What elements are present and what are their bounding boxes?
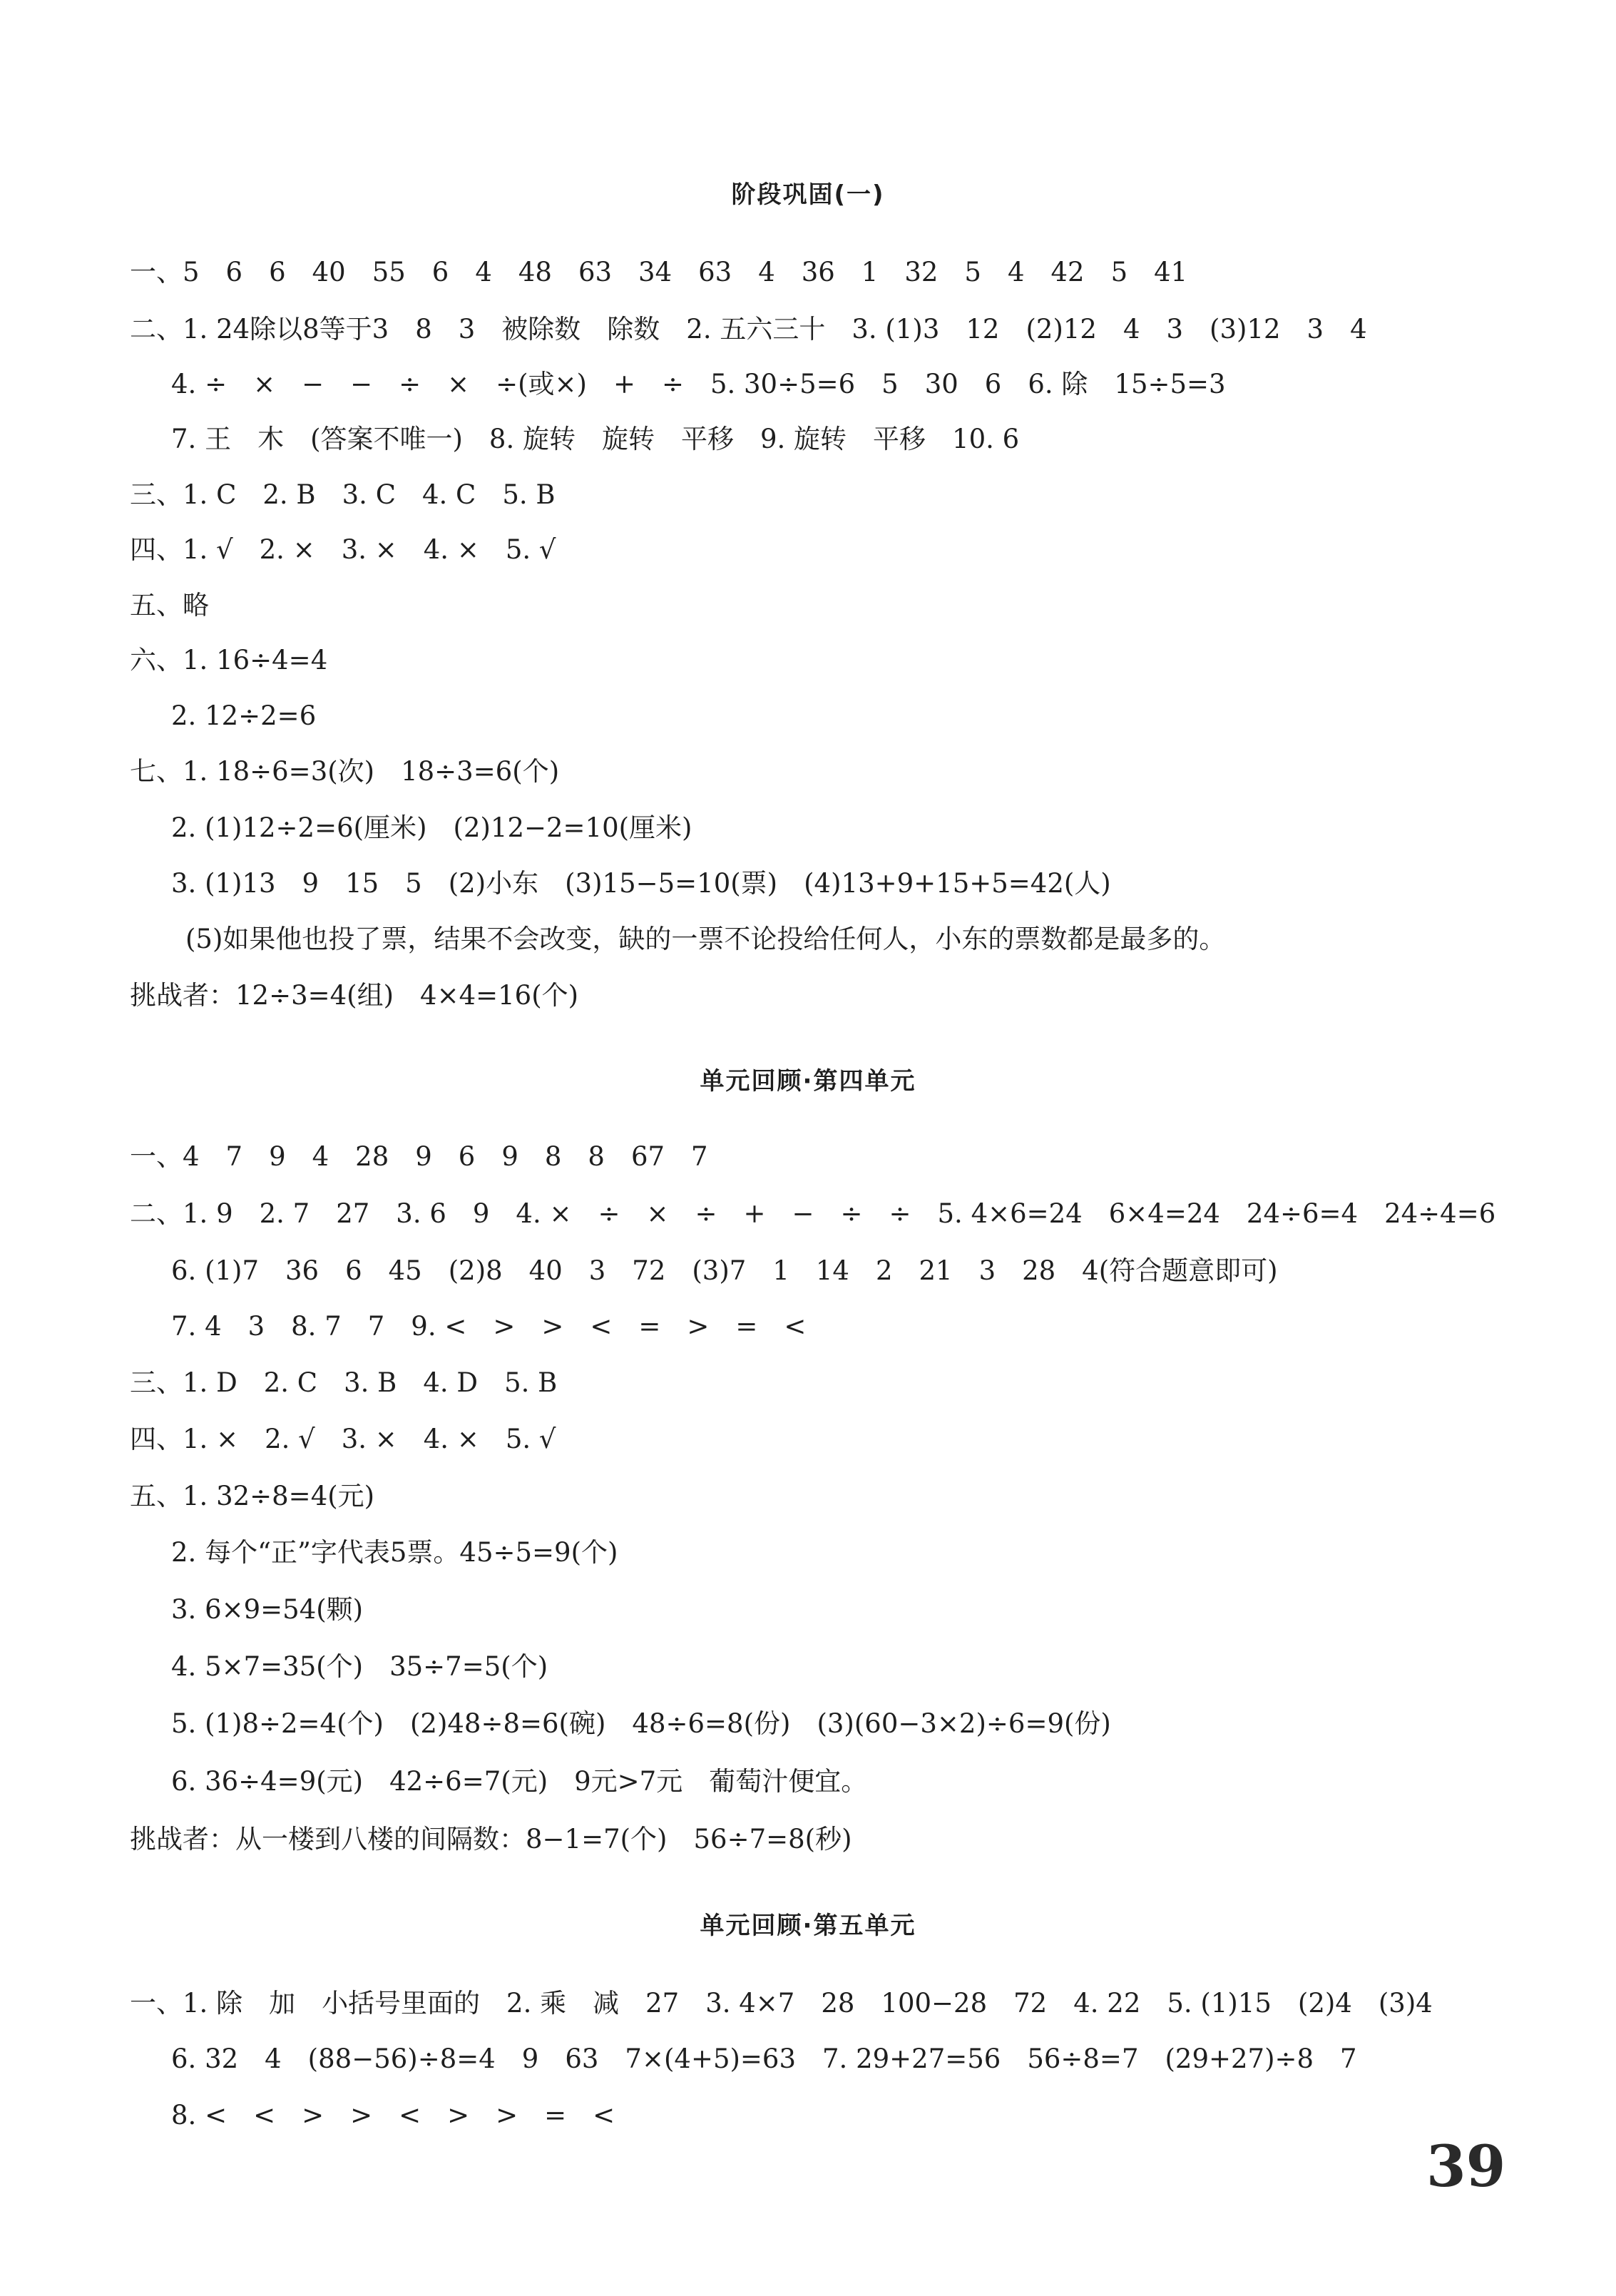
challenge-line: 挑战者：从一楼到八楼的间隔数：8−1=7(个) 56÷7=8(秒) bbox=[130, 1824, 852, 1854]
answer-line: 6. 36÷4=9(元) 42÷6=7(元) 9元>7元 葡萄汁便宜。 bbox=[171, 1766, 868, 1797]
answer-line: 2. (1)12÷2=6(厘米) (2)12−2=10(厘米) bbox=[171, 812, 692, 843]
answer-line: 一、5 6 6 40 55 6 4 48 63 34 63 4 36 1 32 5 4 42 5 41 bbox=[130, 257, 1188, 287]
answer-line: 2. 12÷2=6 bbox=[171, 700, 317, 731]
page-number: 39 bbox=[1426, 2133, 1506, 2200]
answer-line: 六、1. 16÷4=4 bbox=[130, 645, 328, 675]
section-title-unit-five: 单元回顾·第五单元 bbox=[700, 1912, 916, 1940]
answer-line: 3. 6×9=54(颗) bbox=[171, 1594, 364, 1625]
answer-line: 7. 4 3 8. 7 7 9. < > > < = > = < bbox=[171, 1311, 807, 1342]
answer-line: 6. (1)7 36 6 45 (2)8 40 3 72 (3)7 1 14 2 21 3 28 4(符合题意即可) bbox=[171, 1255, 1278, 1286]
section-title-stage-review: 阶段巩固(一) bbox=[731, 180, 885, 209]
answer-line: 一、1. 除 加 小括号里面的 2. 乘 减 27 3. 4×7 28 100−28 72 4. 22 5. (1)15 (2)4 (3)4 bbox=[130, 1988, 1433, 2019]
answer-line: 二、1. 9 2. 7 27 3. 6 9 4. × ÷ × ÷ + − ÷ ÷ 5. 4×6=24 6×4=24 24÷6=4 24÷4=6 bbox=[130, 1198, 1496, 1229]
answer-line: 七、1. 18÷6=3(次) 18÷3=6(个) bbox=[130, 756, 560, 787]
answer-line: 2. 每个“正”字代表5票。45÷5=9(个) bbox=[171, 1537, 618, 1568]
answer-line: 7. 王 木 (答案不唯一) 8. 旋转 旋转 平移 9. 旋转 平移 10. 6 bbox=[171, 424, 1020, 454]
challenge-line: 挑战者：12÷3=4(组) 4×4=16(个) bbox=[130, 980, 579, 1011]
answer-line: 8. < < > > < > > = < bbox=[171, 2100, 615, 2131]
answer-line: 6. 32 4 (88−56)÷8=4 9 63 7×(4+5)=63 7. 29+27=56 56÷8=7 (29+27)÷8 7 bbox=[171, 2044, 1357, 2074]
answer-line: 三、1. D 2. C 3. B 4. D 5. B bbox=[130, 1367, 558, 1398]
answer-line: 四、1. × 2. √ 3. × 4. × 5. √ bbox=[130, 1424, 556, 1454]
answer-line: 一、4 7 9 4 28 9 6 9 8 8 67 7 bbox=[130, 1141, 708, 1172]
answer-line: 3. (1)13 9 15 5 (2)小东 (3)15−5=10(票) (4)13+9+15+5=42(人) bbox=[171, 868, 1111, 899]
answer-line: 二、1. 24除以8等于3 8 3 被除数 除数 2. 五六三十 3. (1)3 12 (2)12 4 3 (3)12 3 4 bbox=[130, 314, 1367, 345]
answer-line: 五、1. 32÷8=4(元) bbox=[130, 1481, 375, 1511]
answer-line: (5)如果他也投了票，结果不会改变，缺的一票不论投给任何人，小东的票数都是最多的。 bbox=[185, 924, 1226, 954]
section-title-unit-four: 单元回顾·第四单元 bbox=[700, 1067, 916, 1096]
answer-line: 五、略 bbox=[130, 590, 209, 621]
answer-line: 4. 5×7=35(个) 35÷7=5(个) bbox=[171, 1651, 548, 1682]
answer-line: 5. (1)8÷2=4(个) (2)48÷8=6(碗) 48÷6=8(份) (3)(60−3×2)÷6=9(份) bbox=[171, 1708, 1111, 1739]
answer-line: 四、1. √ 2. × 3. × 4. × 5. √ bbox=[130, 534, 556, 565]
answer-line: 4. ÷ × − − ÷ × ÷(或×) + ÷ 5. 30÷5=6 5 30 6 6. 除 15÷5=3 bbox=[171, 369, 1226, 399]
answer-line: 三、1. C 2. B 3. C 4. C 5. B bbox=[130, 479, 556, 510]
